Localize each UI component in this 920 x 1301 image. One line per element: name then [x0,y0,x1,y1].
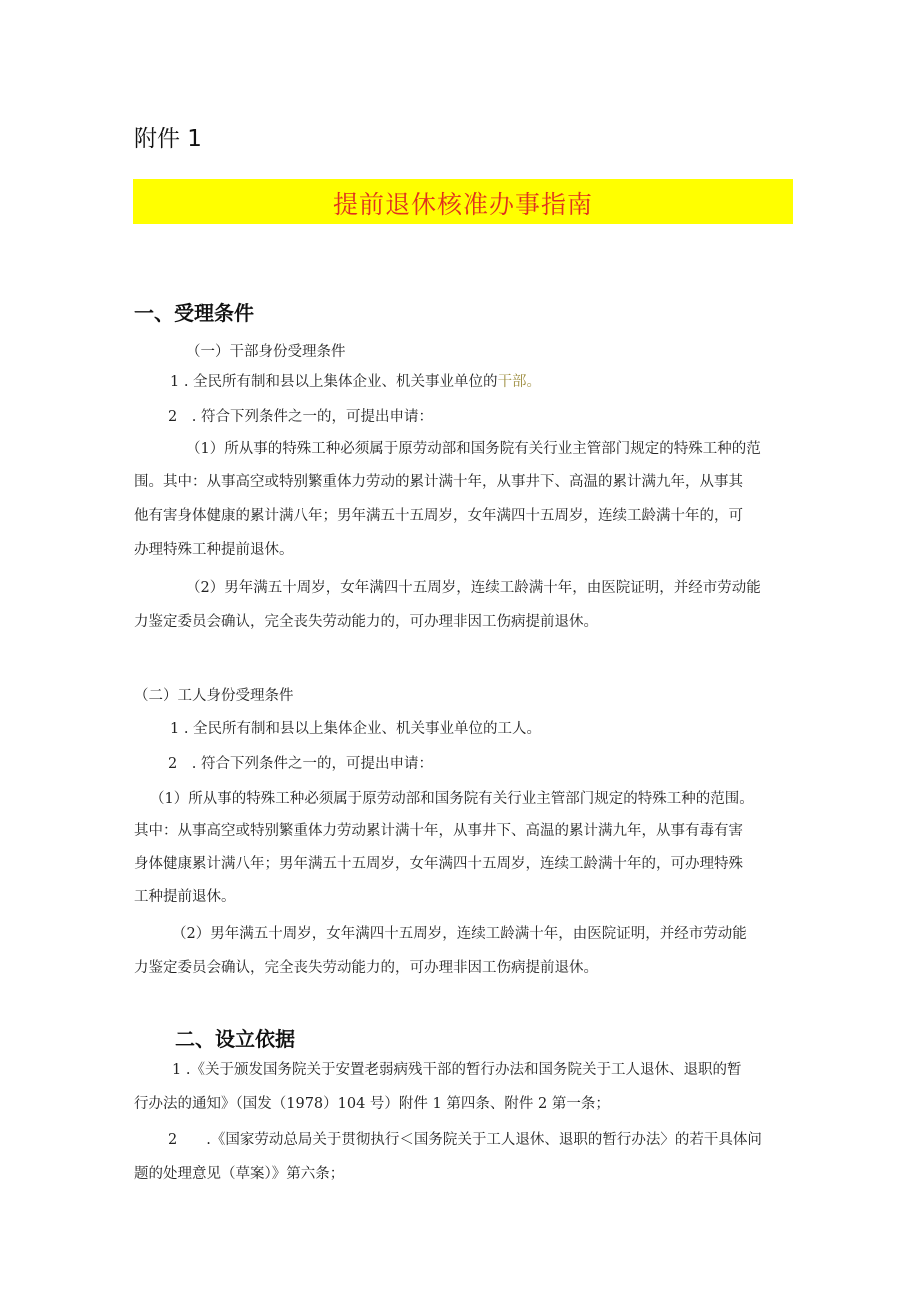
cadre-item-1-text: 1 . 全民所有制和县以上集体企业、机关事业单位的 [170,374,498,390]
worker-item-1: 1 . 全民所有制和县以上集体企业、机关事业单位的工人。 [170,721,542,737]
worker-cond-2-line-2: 力鉴定委员会确认，完全丧失劳动能力的，可办理非因工伤病提前退休。 [134,960,598,976]
basis-2-line-1: 2 .《国家劳动总局关于贯彻执行＜国务院关于工人退休、退职的暂行办法〉的若干具体问 [168,1132,762,1148]
cadre-cond-2-line-2: 力鉴定委员会确认，完全丧失劳动能力的，可办理非因工伤病提前退休。 [134,614,598,630]
cadre-item-2: 2 . 符合下列条件之一的，可提出申请： [168,409,433,425]
attachment-label: 附件 1 [134,126,202,152]
cadre-cond-1-line-3: 他有害身体健康的累计满八年；男年满五十五周岁，女年满四十五周岁，连续工龄满十年的，可 [134,508,743,524]
title-banner [133,179,793,224]
section-heading-basis: 二、设立依据 [175,1027,295,1051]
worker-cond-2-line-1: （2）男年满五十周岁，女年满四十五周岁，连续工龄满十年，由医院证明，并经市劳动能 [172,926,747,942]
section-heading-conditions: 一、受理条件 [134,301,254,325]
worker-cond-1-line-3: 身体健康累计满八年；男年满五十五周岁，女年满四十五周岁，连续工龄满十年的，可办理特殊 [134,856,743,872]
basis-1-line-1: 1 .《关于颁发国务院关于安置老弱病残干部的暂行办法和国务院关于工人退休、退职的暂 [172,1062,742,1078]
basis-2-line-2: 题的处理意见（草案）》第六条； [134,1166,345,1182]
subsection-heading-cadre: （一）干部身份受理条件 [186,344,346,360]
cadre-cond-1-line-1: （1）所从事的特殊工种必须属于原劳动部和国务院有关行业主管部门规定的特殊工种的范 [186,441,761,457]
cadre-cond-1-line-2: 围。其中：从事高空或特别繁重体力劳动的累计满十年，从事井下、高温的累计满九年，从事其 [134,474,743,490]
cadre-item-1-highlight: 干部。 [497,374,542,390]
cadre-cond-2-line-1: （2）男年满五十周岁，女年满四十五周岁，连续工龄满十年，由医院证明，并经市劳动能 [186,580,761,596]
document-title: 提前退休核准办事指南 [332,190,593,219]
worker-item-2: 2 . 符合下列条件之一的，可提出申请： [168,756,433,772]
cadre-cond-1-line-4: 办理特殊工种提前退休。 [134,542,294,558]
subsection-heading-worker: （二）工人身份受理条件 [134,688,294,704]
cadre-item-1 [170,370,541,391]
worker-cond-1-line-4: 工种提前退休。 [134,889,236,905]
basis-1-line-2: 行办法的通知》（国发（1978）104 号）附件 1 第四条、附件 2 第一条； [134,1096,610,1112]
worker-cond-1-line-2: 其中：从事高空或特别繁重体力劳动累计满十年，从事井下、高温的累计满九年，从事有毒有害 [134,823,743,839]
worker-cond-1-line-1: （1）所从事的特殊工种必须属于原劳动部和国务院有关行业主管部门规定的特殊工种的范围。 [150,791,754,807]
